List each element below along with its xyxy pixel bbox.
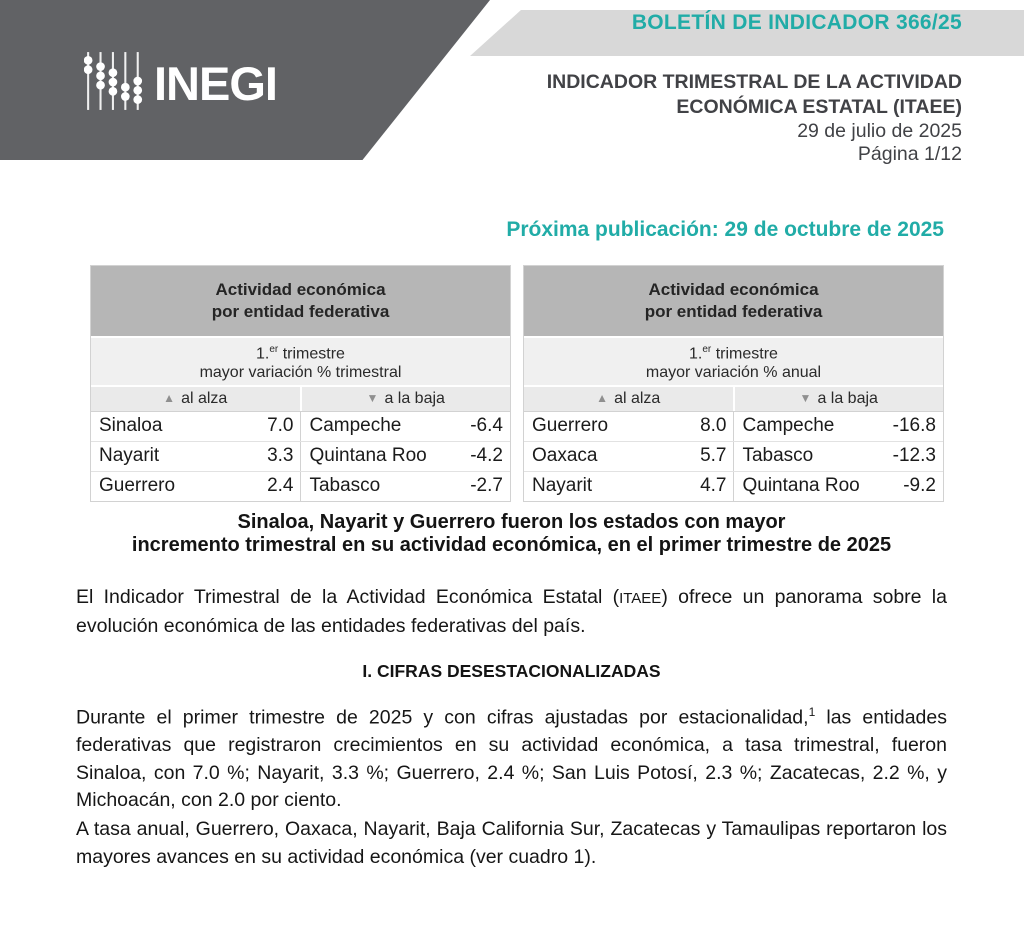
next-publication: Próxima publicación: 29 de octubre de 2025: [506, 218, 944, 241]
paragraph-annual: A tasa anual, Guerrero, Oaxaca, Nayarit, Baja California Sur, Zacatecas y Tamaulipas reportaron los mayores avances en su actividad económica (ver cuadro 1).: [76, 818, 947, 868]
column-header-down: ▼ a la baja: [302, 387, 511, 411]
column-header-down: ▼ a la baja: [735, 387, 944, 411]
headline-line2: incremento trimestral en su actividad económica, en el primer trimestre de 2025: [131, 534, 892, 556]
table-row: Sinaloa 7.0 Campeche -6.4: [91, 412, 510, 441]
footnote-marker: 1: [808, 705, 816, 719]
table-title: Actividad económica por entidad federativa: [91, 266, 510, 338]
down-arrow-icon: ▼: [366, 391, 379, 406]
column-headers: [91, 387, 510, 412]
inegi-logo: [84, 52, 277, 115]
column-header-up: ▲ al alza: [524, 387, 733, 411]
section-title: I. CIFRAS DESESTACIONALIZADAS: [362, 661, 661, 681]
document-title-line2: ECONÓMICA ESTATAL (ITAEE): [676, 96, 962, 118]
document-title-block: [547, 70, 962, 166]
activity-table-annual: [523, 265, 944, 502]
document-date: 29 de julio de 2025: [797, 120, 962, 142]
table-body: [91, 412, 510, 501]
table-row: Guerrero 8.0 Campeche -16.8: [524, 412, 943, 441]
column-header-up: ▲ al alza: [91, 387, 300, 411]
inegi-abacus-icon: [84, 52, 146, 115]
table-body: [524, 412, 943, 501]
table-title: Actividad económica por entidad federativa: [524, 266, 943, 338]
headline: [76, 511, 947, 557]
paragraph-intro: El Indicador Trimestral de la Actividad Económica Estatal (ITAEE) ofrece un panorama sobre la evolución económica de las entidades federativas del país.: [76, 586, 947, 637]
column-headers: [524, 387, 943, 412]
table-row: Nayarit 3.3 Quintana Roo -4.2: [91, 441, 510, 471]
activity-table-quarterly: [90, 265, 511, 502]
down-arrow-icon: ▼: [799, 391, 812, 406]
headline-line1: Sinaloa, Nayarit y Guerrero fueron los estados con mayor: [237, 511, 786, 533]
table-row: Guerrero 2.4 Tabasco -2.7: [91, 471, 510, 501]
table-subtitle: 1.$^{er}$ trimestre mayor variación % trimestral: [91, 338, 510, 387]
summary-tables: [90, 265, 944, 502]
document-title-line1: INDICADOR TRIMESTRAL DE LA ACTIVIDAD: [546, 71, 962, 93]
inegi-wordmark: INEGI: [154, 56, 277, 110]
paragraph-quarterly: Durante el primer trimestre de 2025 y con cifras ajustadas por estacionalidad,$^1$ las entidades federativas que registraron crecimientos en su actividad económica, a tasa trimestral, fueron Sinaloa, con 7.0 %; Nayarit, 3.3 %; Guerrero, 2.4 %; San Luis Potosí, 2.3 %; Zacatecas, 2.2 %, y Michoacán, con 2.0 por ciento.: [76, 705, 947, 811]
table-subtitle: 1.$^{er}$ trimestre mayor variación % anual: [524, 338, 943, 387]
bulletin-number: BOLETÍN DE INDICADOR 366/25: [631, 11, 962, 34]
table-row: Oaxaca 5.7 Tabasco -12.3: [524, 441, 943, 471]
itaee-acronym: ITAEE: [619, 590, 662, 607]
up-arrow-icon: ▲: [596, 391, 609, 406]
up-arrow-icon: ▲: [163, 391, 176, 406]
page-number: Página 1/12: [857, 143, 962, 165]
table-row: Nayarit 4.7 Quintana Roo -9.2: [524, 471, 943, 501]
